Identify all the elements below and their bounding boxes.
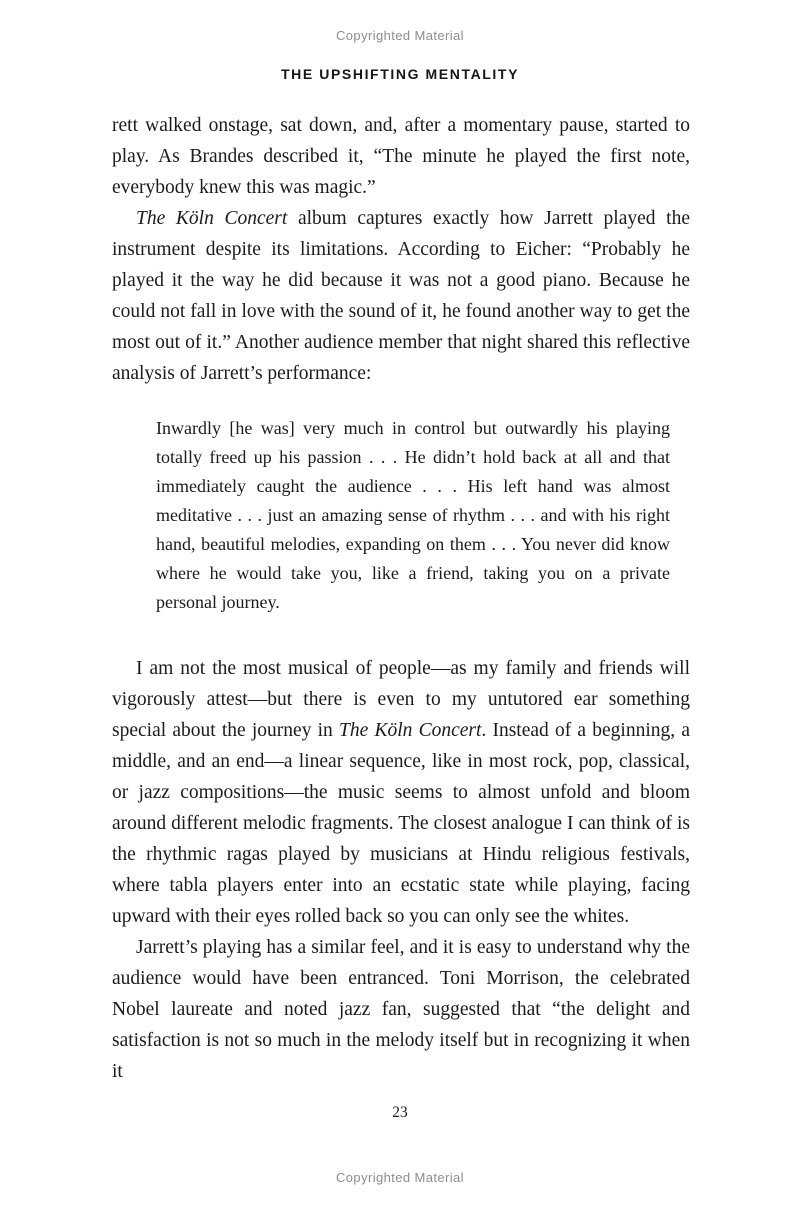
body-paragraph [112,110,690,203]
text-segment: Inwardly [he was] very much in control but outwardly his playing totally freed up his passion . . . He didn’t hold back at all and that immediately caught the audience . . . His left hand was almost meditative . . . just an amazing sense of rhythm . . . and with his right hand, beautiful melodies, expanding on them . . . You never did know where he would take you, like a friend, taking you on a private personal journey. [156,418,670,612]
text-segment: I am not the most musical of people—as my family and friends will vigorously attest—but there is even to my untutored ear something special about the journey in [112,658,690,741]
page-number: 23 [392,1104,408,1121]
body-paragraph [112,203,690,389]
text-segment: album captures exactly how Jarrett played the instrument despite its limitations. According to Eicher: “Probably he played it the way he did because it was not a good piano. Because he could not fall in love with the sound of it, he found another way to get the most out of it.” Another audience member that night shared this reflective analysis of Jarrett’s performance: [112,208,690,384]
text-segment: rett walked onstage, sat down, and, after a momentary pause, started to play. As Brandes described it, “The minute he played the first note, everybody knew this was magic.” [112,115,690,198]
copyright-notice-bottom: Copyrighted Material [336,1170,464,1185]
text-segment: . Instead of a beginning, a middle, and an end—a linear sequence, like in most rock, pop, classical, or jazz compositions—the music seems to almost unfold and bloom around different melodic fragments. The closest analogue I can think of is the rhythmic ragas played by musicians at Hindu religious festivals, where tabla players enter into an ecstatic state while playing, facing upward with their eyes rolled back so you can only see the whites. [112,720,690,927]
copyright-notice-top: Copyrighted Material [336,28,464,43]
block-quote [156,414,670,617]
text-segment: Jarrett’s playing has a similar feel, and it is easy to understand why the audience would have been entranced. Toni Morrison, the celebrated Nobel laureate and noted jazz fan, suggested that “the delight and satisfaction is not so much in the melody itself but in recognizing it when it [112,937,690,1082]
running-header: THE UPSHIFTING MENTALITY [280,66,520,82]
italic-text-segment: The Köln Concert [136,208,288,229]
body-paragraph [112,653,690,932]
body-paragraph [112,932,690,1087]
italic-text-segment: The Köln Concert [339,720,482,741]
page-body [112,110,690,1087]
